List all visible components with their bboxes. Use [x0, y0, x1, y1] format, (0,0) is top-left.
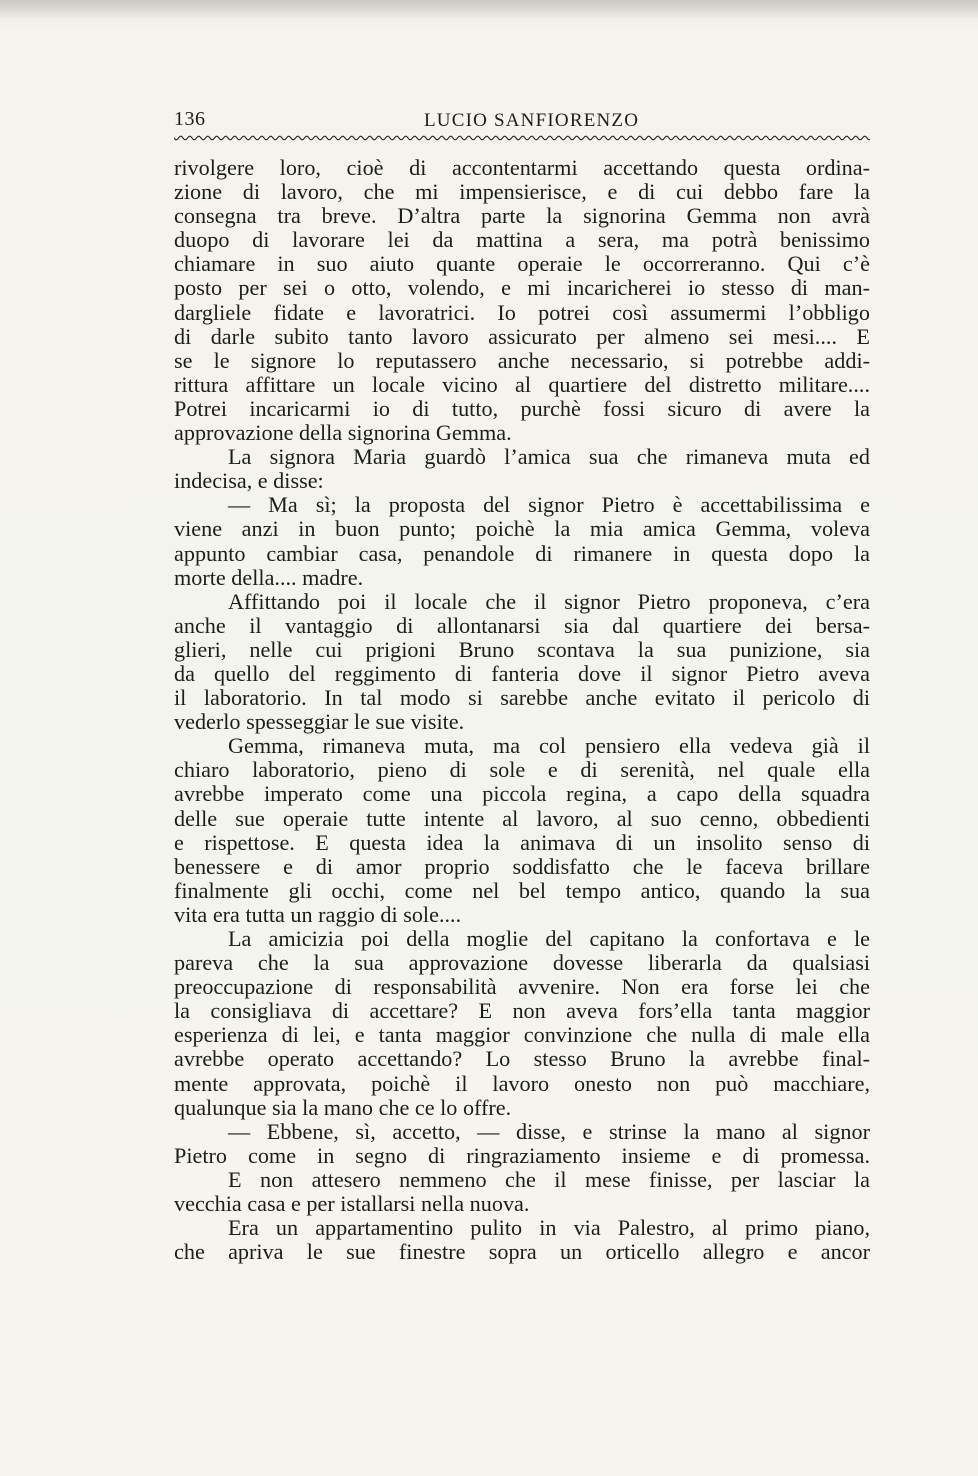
- text-line: viene anzi in buon punto; poichè la mia amica Gemma, voleva: [174, 516, 870, 542]
- text-line: vita era tutta un raggio di sole....: [174, 901, 462, 927]
- text-line: mente approvata, poichè il lavoro onesto non può macchiare,: [174, 1070, 870, 1096]
- running-title: LUCIO SANFIORENZO: [424, 110, 640, 131]
- body-text: [174, 156, 870, 1264]
- text-line: vecchia casa e per istallarsi nella nuova.: [174, 1191, 530, 1217]
- text-line: La signora Maria guardò l’amica sua che rimaneva muta ed: [228, 444, 870, 470]
- text-line: qualunque sia la mano che ce lo offre.: [174, 1094, 512, 1120]
- wavy-header-rule: [174, 134, 870, 142]
- text-line: da quello del reggimento di fanteria dove il signor Pietro aveva: [174, 660, 870, 686]
- text-line: di darle subito tanto lavoro assicurato per almeno sei mesi.... E: [174, 323, 870, 349]
- text-line: La amicizia poi della moglie del capitano la confortava e le: [228, 926, 870, 951]
- text-line: approvazione della signorina Gemma.: [174, 420, 512, 446]
- text-line: — Ebbene, sì, accetto, — disse, e strinse la mano al signor: [228, 1118, 870, 1144]
- text-line: — Ma sì; la proposta del signor Pietro è accettabilissima e: [228, 492, 870, 518]
- text-line: se le signore lo reputassero anche necessario, si potrebbe addi-: [174, 347, 870, 373]
- text-line: dargliele fidate e lavoratrici. Io potrei così assumermi l’obbligo: [174, 299, 870, 325]
- text-line: esperienza di lei, e tanta maggior convinzione che nulla di male ella: [174, 1022, 870, 1048]
- text-line: Era un appartamentino pulito in via Palestro, al primo piano,: [228, 1215, 870, 1241]
- text-line: indecisa, e disse:: [174, 468, 324, 494]
- text-line: benessere e di amor proprio soddisfatto che le faceva brillare: [174, 853, 870, 879]
- text-line: rivolgere loro, cioè di accontentarmi accettando questa ordina-: [174, 155, 870, 180]
- text-line: delle sue operaie tutte intente al lavoro, al suo cenno, obbedienti: [174, 805, 870, 831]
- text-line: chiamare in suo aiuto quante operaie le occorreranno. Qui c’è: [174, 251, 870, 277]
- text-line: pareva che la sua approvazione dovesse liberarla da qualsiasi: [174, 950, 870, 976]
- text-line: Gemma, rimaneva muta, ma col pensiero ella vedeva già il: [228, 733, 870, 759]
- text-line: Affittando poi il locale che il signor Pietro proponeva, c’era: [228, 588, 870, 614]
- text-line: Pietro come in segno di ringraziamento insieme e di promessa.: [174, 1142, 870, 1168]
- text-line: appunto cambiar casa, penandole di rimanere in questa dopo la: [174, 540, 870, 566]
- text-line: rittura affittare un locale vicino al quartiere del distretto militare....: [174, 371, 870, 397]
- text-line: avrebbe operato accettando? Lo stesso Bruno la avrebbe final-: [174, 1046, 870, 1072]
- text-line: e rispettose. E questa idea la animava di un insolito senso di: [174, 829, 870, 855]
- text-line: glieri, nelle cui prigioni Bruno scontava la sua punizione, sia: [174, 636, 870, 662]
- text-line: Potrei incaricarmi io di tutto, purchè fossi sicuro di avere la: [174, 395, 870, 421]
- scan-edge: [0, 0, 978, 18]
- text-line: chiaro laboratorio, pieno di sole e di serenità, nel quale ella: [174, 757, 870, 783]
- text-line: avrebbe imperato come una piccola regina, a capo della squadra: [174, 781, 870, 807]
- text-line: posto per sei o otto, volendo, e mi incaricherei io stesso di man-: [174, 275, 870, 301]
- page-number: 136: [174, 108, 206, 130]
- text-line: il laboratorio. In tal modo si sarebbe anche evitato il pericolo di: [174, 685, 870, 711]
- text-line: duopo di lavorare lei da mattina a sera, ma potrà benissimo: [174, 227, 870, 253]
- text-line: E non attesero nemmeno che il mese finisse, per lasciar la: [228, 1166, 870, 1192]
- text-line: anche il vantaggio di allontanarsi sia dal quartiere dei bersa-: [174, 612, 870, 638]
- text-line: zione di lavoro, che mi impensierisce, e di cui debbo fare la: [174, 179, 870, 205]
- text-line: che apriva le sue finestre sopra un orticello allegro e ancor: [174, 1239, 870, 1265]
- text-line: preoccupazione di responsabilità avvenire. Non era forse lei che: [174, 974, 870, 1000]
- page-header: [174, 108, 870, 142]
- text-line: vederlo spesseggiar le sue visite.: [174, 709, 465, 735]
- text-line: consegna tra breve. D’altra parte la signorina Gemma non avrà: [174, 203, 870, 229]
- text-line: la consigliava di accettare? E non aveva fors’ella tanta maggior: [174, 998, 870, 1024]
- text-line: morte della.... madre.: [174, 564, 364, 590]
- text-line: finalmente gli occhi, come nel bel tempo antico, quando la sua: [174, 877, 870, 903]
